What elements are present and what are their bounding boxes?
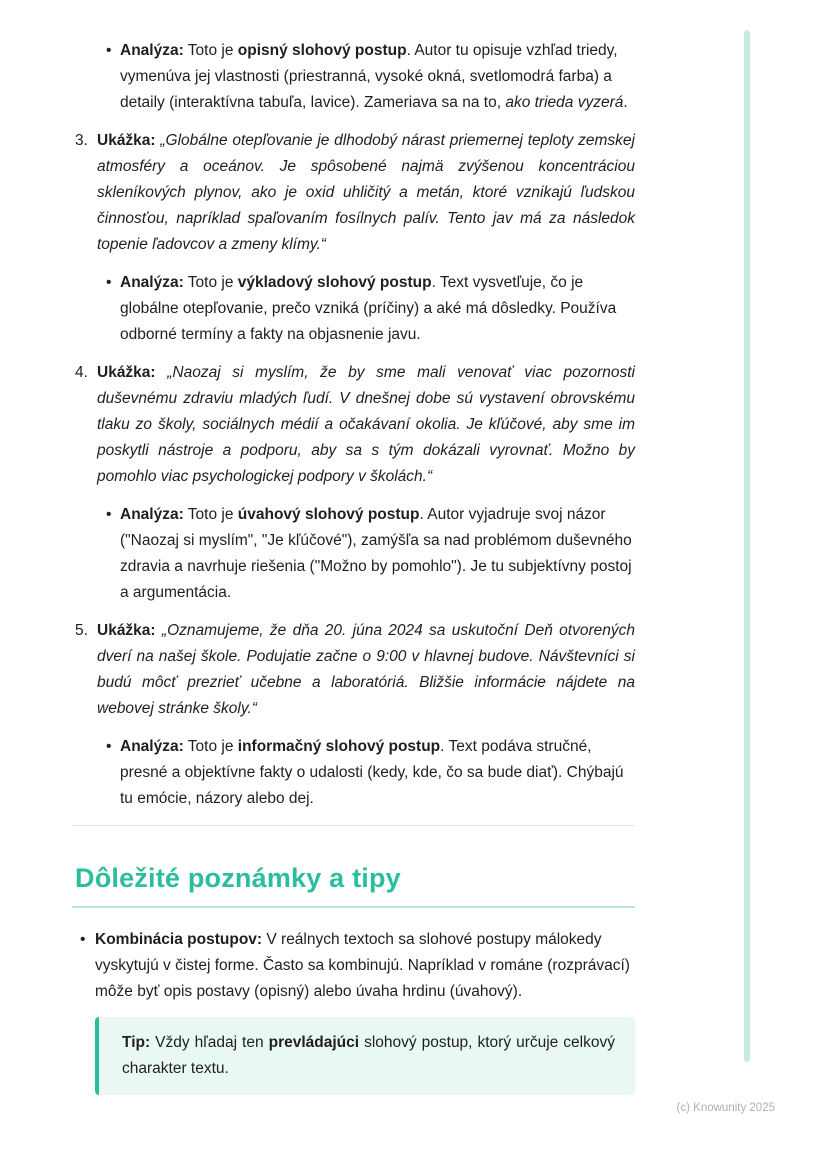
note-bullet-kombinacia [80, 927, 635, 1005]
analysis-bullet-opisny [106, 38, 635, 116]
analysis-text: Analýza: Toto je opisný slohový postup. Autor tu opisuje vzhľad triedy, vymenúva jej vlastnosti (priestranná, vysoké okná, svetlomodrá farba) a detaily (interaktívna tabuľa, lavice). Zameriava sa na to, ako trieda vyzerá. [120, 42, 628, 111]
analysis-text: Analýza: Toto je informačný slohový postup. Text podáva stručné, presné a objektívne fakty o udalosti (kedy, kde, čo sa bude diať). Chýbajú tu emócie, názory alebo dej. [120, 738, 624, 807]
example-item-3 [75, 128, 635, 348]
analysis-text: Analýza: Toto je výkladový slohový postup. Text vysvetľuje, čo je globálne otepľovanie, prečo vzniká (príčiny) a aké má dôsledky. Používa odborné termíny a fakty na objasnenie javu. [120, 274, 617, 343]
bullet-marker: • [106, 274, 112, 291]
section-heading: Dôležité poznámky a tipy [75, 863, 401, 893]
list-number: 4. [75, 364, 88, 381]
section-divider [72, 825, 635, 826]
analysis-bullet-vykladovy [106, 270, 635, 348]
page-edge-accent-bar [744, 30, 750, 1062]
bullet-marker: • [106, 738, 112, 755]
bullet-marker: • [106, 506, 112, 523]
note-text: Kombinácia postupov: V reálnych textoch sa slohové postupy málokedy vyskytujú v čistej forme. Často sa kombinujú. Napríklad v románe (rozprávací) môže byť opis postavy (opisný) alebo úvaha hrdinu (úvahový). [95, 931, 630, 1000]
list-number: 5. [75, 622, 88, 639]
tip-text: Tip: Vždy hľadaj ten prevládajúci slohový postup, ktorý určuje celkový charakter textu. [122, 1034, 615, 1077]
analysis-bullet-uvahovy [106, 502, 635, 606]
analysis-bullet-informacny [106, 734, 635, 812]
example-item-5 [75, 618, 635, 812]
tip-box [95, 1017, 635, 1095]
example-quote-row [75, 360, 635, 490]
example-quote: Ukážka: „Oznamujeme, že dňa 20. júna 2024 sa uskutoční Deň otvorených dverí na našej škole. Podujatie začne o 9:00 v hlavnej budove. Návštevníci si budú môcť prezrieť učebne a laboratóriá. Bližšie informácie nájdete na webovej stránke školy.“ [97, 622, 635, 717]
bullet-marker: • [80, 931, 86, 948]
analysis-text: Analýza: Toto je úvahový slohový postup. Autor vyjadruje svoj názor ("Naozaj si myslím", "Je kľúčové"), zamýšľa sa nad problémom duševného zdravia a navrhuje riešenia ("Možno by pomohlo"). Je tu subjektívny postoj a argumentácia. [120, 506, 632, 601]
heading-underline [72, 906, 635, 908]
list-number: 3. [75, 132, 88, 149]
example-item-4 [75, 360, 635, 606]
example-quote: Ukážka: „Globálne otepľovanie je dlhodobý nárast priemernej teploty zemskej atmosféry a oceánov. Je spôsobené najmä zvýšenou koncentráciou skleníkových plynov, ako je oxid uhličitý a metán, ktoré vznikajú ľudskou činnosťou, napríklad spaľovaním fosílnych palív. Tento jav má za následok topenie ľadovcov a zmeny klímy.“ [97, 132, 635, 253]
bullet-marker: • [106, 42, 112, 59]
watermark: (c) Knowunity 2025 [676, 1102, 775, 1114]
example-quote-row [75, 618, 635, 722]
example-quote: Ukážka: „Naozaj si myslím, že by sme mali venovať viac pozornosti duševnému zdraviu mladých ľudí. V dnešnej dobe sú vystavení obrovskému tlaku zo školy, sociálnych médií a očakávaní okolia. Je kľúčové, aby sme im poskytli nástroje a podporu, aby sa s tým dokázali vyrovnať. Možno by pomohlo viac psychologickej podpory v školách.“ [97, 364, 636, 485]
example-quote-row [75, 128, 635, 258]
